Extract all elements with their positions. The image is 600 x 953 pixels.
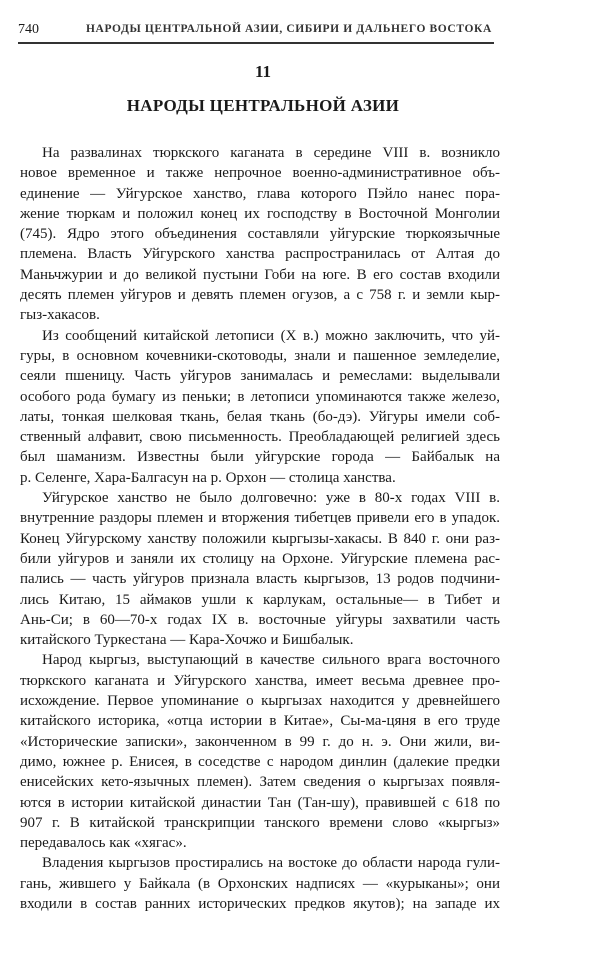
text-line: Народ кыргыз, выступающий в качестве сильного врага восточного bbox=[42, 652, 500, 669]
text-line: 907 г. В китайской транскрипции танского времени слово «кыргыз» bbox=[20, 814, 500, 831]
text-line: Уйгурское ханство не было долговечно: уже в 80-х годах VIII в. bbox=[42, 490, 500, 507]
text-line: сеяли пшеницу. Часть уйгуров занималась и ремеслами: выделывали bbox=[20, 368, 500, 385]
text-line: десять племен уйгуров и девять племен огузов, а с 758 г. и земли кыр- bbox=[20, 287, 500, 304]
text-line: гыз-хакасов. bbox=[20, 307, 100, 324]
text-line: китайского Туркестана — Кара-Хочжо и Бишбалык. bbox=[20, 632, 354, 649]
text-line: лись Китаю, 15 аймаков ушли к карлукам, остальные— в Тибет и bbox=[20, 591, 500, 608]
text-line: латы, тонкая шелковая ткань, белая ткань (бо-дэ). Уйгуры имели соб- bbox=[20, 408, 500, 425]
text-line: китайского историка, «отца истории в Китае», Сы-ма-цяня в его труде bbox=[20, 713, 500, 730]
page-number: 740 bbox=[18, 22, 39, 37]
running-title: НАРОДЫ ЦЕНТРАЛЬНОЙ АЗИИ, СИБИРИ И ДАЛЬНЕГО ВОСТОКА bbox=[86, 23, 492, 35]
text-line: ются в истории китайской династии Тан (Тан-шу), правившей с 618 по bbox=[20, 794, 500, 811]
text-line: пались — часть уйгуров признала власть кыргызов, 13 родов подчини- bbox=[20, 571, 500, 588]
chapter-title: НАРОДЫ ЦЕНТРАЛЬНОЙ АЗИИ bbox=[126, 96, 400, 115]
text-line: Ань-Си; в 60—70-х годах IX в. восточные уйгуры захватили часть bbox=[20, 611, 500, 628]
text-line: димо, южнее р. Енисея, в соседстве с народом динлин (далекие предки bbox=[20, 753, 500, 770]
running-header bbox=[18, 20, 494, 40]
text-line: гань, жившего у Байкала (в Орхонских надписях — «курыканы»; они bbox=[20, 875, 500, 892]
paragraph bbox=[20, 488, 500, 650]
chapter-number: 11 bbox=[254, 62, 272, 81]
text-line: передавалось как «хягас». bbox=[20, 835, 187, 852]
header-rule bbox=[18, 42, 494, 44]
text-line: входили в состав ранних исторических предков якутов); на западе их bbox=[20, 895, 500, 912]
text-line: Маньчжурии и до великой пустыни Гоби на юге. В его состав входили bbox=[20, 266, 500, 283]
body-text bbox=[20, 143, 500, 914]
text-line: внутренние раздоры племен и вторжения тибетцев привели его в упадок. bbox=[20, 510, 500, 527]
text-line: особого рода бумагу из пеньки; в летописи упоминаются также железо, bbox=[20, 388, 500, 405]
text-line: Владения кыргызов простирались на востоке до области народа гули- bbox=[42, 855, 500, 872]
text-line: исхождение. Первое упоминание о кыргызах находится у древнейшего bbox=[20, 693, 500, 710]
text-line: Конец Уйгурскому ханству положили кыргызы-хакасы. В 840 г. они раз- bbox=[20, 530, 500, 547]
text-line: тюркского каганата и Уйгурского ханства, имеет весьма древнее про- bbox=[20, 672, 500, 689]
text-line: единение — Уйгурское ханство, глава которого Пэйло нанес пора- bbox=[20, 185, 500, 202]
text-line: «Исторические записки», законченном в 99 г. до н. э. Они жили, ви- bbox=[20, 733, 500, 750]
text-line: енисейских кето-язычных племен). Затем сведения о кыргызах появля- bbox=[20, 774, 500, 791]
paragraph bbox=[20, 650, 500, 853]
text-line: жение тюркам и положил конец их господству в Восточной Монголии bbox=[20, 205, 500, 222]
text-line: был шаманизм. Известны были уйгурские города — Байбалык на bbox=[20, 449, 500, 466]
paragraph bbox=[20, 853, 500, 914]
text-line: (745). Ядро этого объединения составляли уйгурские тюркоязычные bbox=[20, 226, 500, 243]
text-line: р. Селенге, Хара-Балгасун на р. Орхон — столица ханства. bbox=[20, 469, 396, 486]
text-line: племена. Власть Уйгурского ханства распространилась от Алтая до bbox=[20, 246, 500, 263]
text-line: ственный алфавит, свою письменность. Преобладающей религией здесь bbox=[20, 429, 500, 446]
text-line: Из сообщений китайской летописи (X в.) можно заключить, что уй- bbox=[42, 327, 500, 344]
paragraph bbox=[20, 143, 500, 326]
text-line: гуры, в основном кочевники-скотоводы, знали и пашенное земледелие, bbox=[20, 347, 500, 364]
text-line: били уйгуров и заняли их столицу на Орхоне. Уйгурские племена рас- bbox=[20, 550, 500, 567]
paragraph bbox=[20, 326, 500, 488]
text-line: новое временное и также непрочное военно-административное объ- bbox=[20, 165, 500, 182]
text-line: На развалинах тюркского каганата в середине VIII в. возникло bbox=[42, 145, 500, 161]
